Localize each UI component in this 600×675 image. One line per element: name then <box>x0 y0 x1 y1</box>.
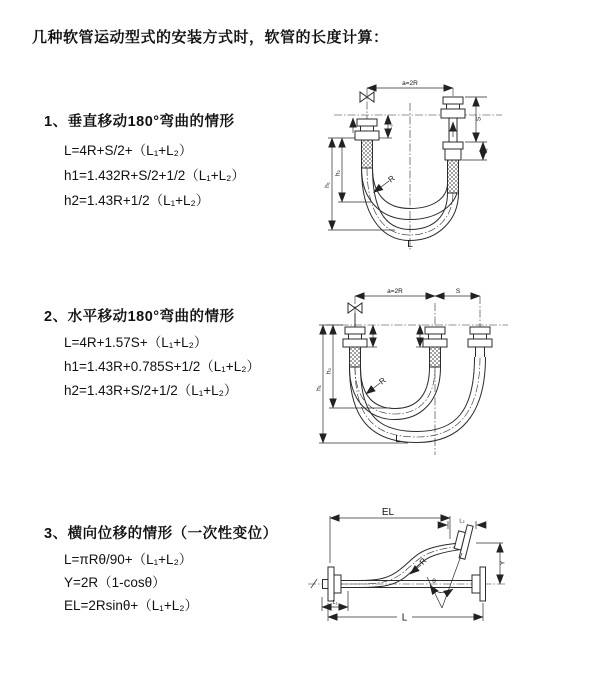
dim-h1-label: h₁ <box>315 385 323 391</box>
braided-hose-section <box>448 160 459 193</box>
dim-l2-label: L₂ <box>459 518 465 525</box>
length-label: L <box>407 239 413 250</box>
middle-pipe-assembly <box>423 327 447 367</box>
dim-el-label: EL <box>381 507 395 518</box>
dim-s-label: S <box>455 288 461 295</box>
formula: Y=2R（1-cosθ） <box>64 575 166 590</box>
hose-bend-curves <box>350 357 486 443</box>
page-title: 几种软管运动型式的安装方式时，软管的长度计算： <box>32 29 389 46</box>
section-3-formulas <box>64 548 198 617</box>
upper-flange <box>452 523 473 559</box>
centerline-tick <box>311 579 317 588</box>
braided-hose-section <box>362 140 373 168</box>
right-pipe-assembly <box>441 97 465 193</box>
dim-s-label: S <box>475 116 483 122</box>
dim-l2-label: L₂ <box>483 148 489 154</box>
right-flange <box>480 567 486 601</box>
dim-y-label: Y <box>499 560 507 566</box>
flange <box>443 97 463 104</box>
dimensions <box>322 507 507 624</box>
formula: L=4R+1.57S+（L₁+L₂） <box>64 335 208 350</box>
dim-a-label: a=2R <box>387 288 403 295</box>
formula: h1=1.43R+0.785S+1/2（L₁+L₂） <box>64 359 260 374</box>
flange <box>425 327 445 334</box>
dim-l1-label: L₁ <box>388 124 394 130</box>
radius-label: R <box>417 556 429 567</box>
length-label: L <box>395 434 401 445</box>
formula: L=4R+S/2+（L₁+L₂） <box>64 143 193 158</box>
section-2-heading: 2、水平移动180°弯曲的情形 <box>44 309 235 325</box>
length-label: L <box>401 612 408 624</box>
formula: h2=1.43R+S/2+1/2（L₁+L₂） <box>64 383 238 398</box>
formula: EL=2Rsinθ+（L₁+L₂） <box>64 598 198 613</box>
formula: h2=1.43R+1/2（L₁+L₂） <box>64 193 210 208</box>
dim-h2-label: h₂ <box>325 367 333 375</box>
left-flange <box>328 567 334 601</box>
section-2-formulas <box>64 331 260 403</box>
dim-h1-label: h₁ <box>324 182 331 188</box>
diagram-lateral-displacement <box>300 505 600 645</box>
radius-label: R <box>377 375 388 387</box>
radius-label: R <box>386 173 397 185</box>
dimensions <box>316 288 481 445</box>
dimensions <box>324 80 489 250</box>
section-1-formulas <box>64 138 245 213</box>
angle-label: θ <box>432 578 436 585</box>
braided-hose-section <box>350 347 361 367</box>
diagram-vertical-180-bend <box>310 75 600 255</box>
formula: L=πRθ/90+（L₁+L₂） <box>64 552 193 567</box>
dim-a-label: a=2R <box>402 80 418 87</box>
centerlines <box>334 88 502 251</box>
diagram-horizontal-180-bend <box>313 283 598 463</box>
formula: h1=1.432R+S/2+1/2（L₁+L₂） <box>64 168 245 183</box>
flange <box>470 327 490 334</box>
section-3-heading: 3、横向位移的情形（一次性变位） <box>44 526 278 542</box>
dim-h2-label: h₂ <box>334 169 342 177</box>
braided-hose-section <box>430 347 441 367</box>
flange <box>357 119 377 126</box>
dim-l1-label: L₁ <box>332 600 338 606</box>
section-1-heading: 1、垂直移动180°弯曲的情形 <box>44 114 235 130</box>
flange <box>345 327 365 334</box>
right-pipe-assembly <box>468 327 492 357</box>
